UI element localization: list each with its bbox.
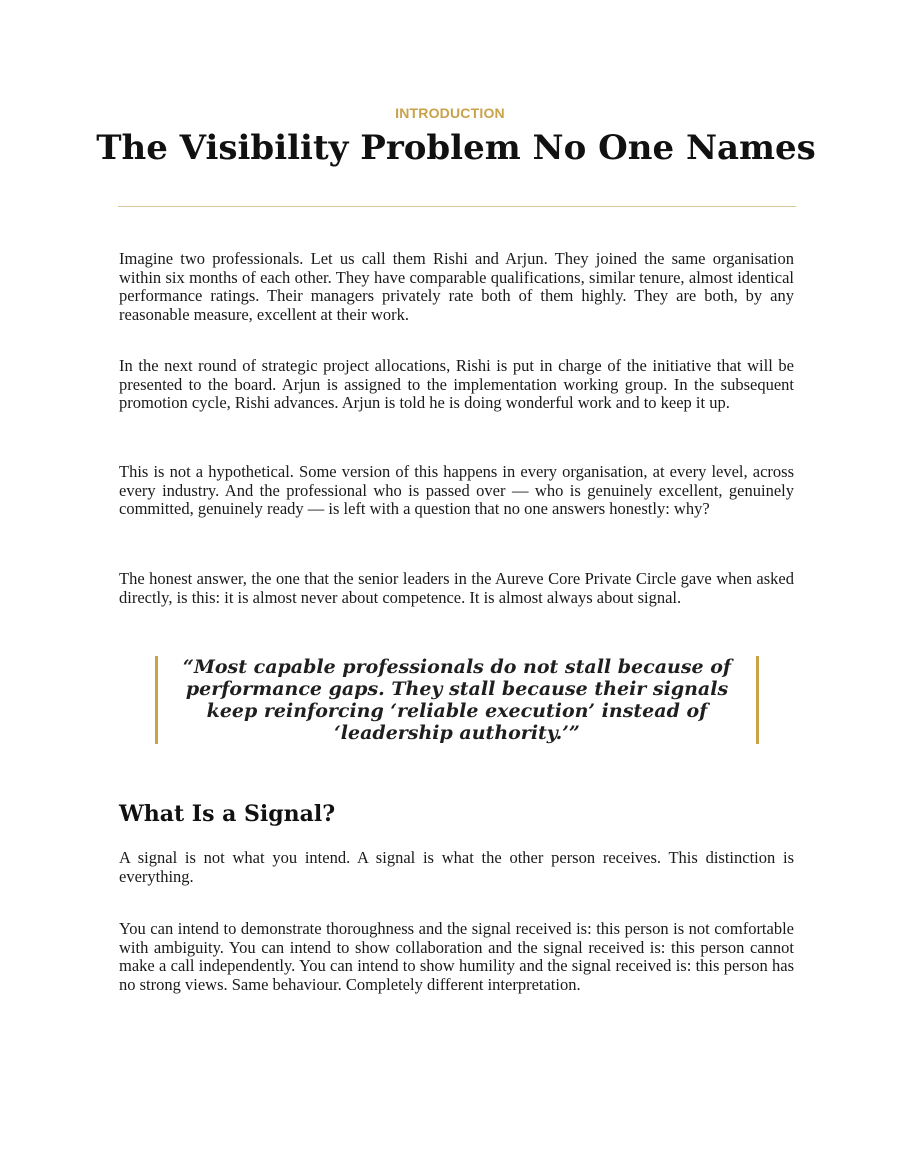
- intro-paragraph-1: Imagine two professionals. Let us call them Rishi and Arjun. They joined the same organisation within six months of each other. They have comparable qualifications, similar tenure, almost identical performance ratings. Their managers privately rate both of them highly. They are both, by any reasonable measure, excellent at their work.: [119, 249, 794, 324]
- page-title: The Visibility Problem No One Names: [96, 128, 816, 168]
- title-divider: [118, 206, 796, 207]
- pull-quote-text: “Most capable professionals do not stall because of performance gaps. They stall because their signals keep reinforcing ‘reliable execution’ instead of ‘leadership authority.’”: [182, 656, 732, 744]
- intro-paragraph-4: The honest answer, the one that the senior leaders in the Aureve Core Private Circle gave when asked directly, is this: it is almost never about competence. It is almost always about signal.: [119, 569, 794, 607]
- intro-paragraph-2: In the next round of strategic project allocations, Rishi is put in charge of the initiative that will be presented to the board. Arjun is assigned to the implementation working group. In the subsequent promotion cycle, Rishi advances. Arjun is told he is doing wonderful work and to keep it up.: [119, 356, 794, 413]
- section-paragraph-2: You can intend to demonstrate thoroughness and the signal received is: this person is not comfortable with ambiguity. You can intend to show collaboration and the signal received is: this person cannot make a call independently. You can intend to show humility and the signal received is: this person has no strong views. Same behaviour. Completely different interpretation.: [119, 919, 794, 994]
- pull-quote: [155, 656, 759, 744]
- section-eyebrow: INTRODUCTION: [395, 105, 505, 121]
- section-heading: What Is a Signal?: [119, 801, 336, 827]
- intro-paragraph-3: This is not a hypothetical. Some version of this happens in every organisation, at every level, across every industry. And the professional who is passed over — who is genuinely excellent, genuinely committed, genuinely ready — is left with a question that no one answers honestly: why?: [119, 462, 794, 519]
- section-paragraph-1: A signal is not what you intend. A signal is what the other person receives. This distinction is everything.: [119, 848, 794, 886]
